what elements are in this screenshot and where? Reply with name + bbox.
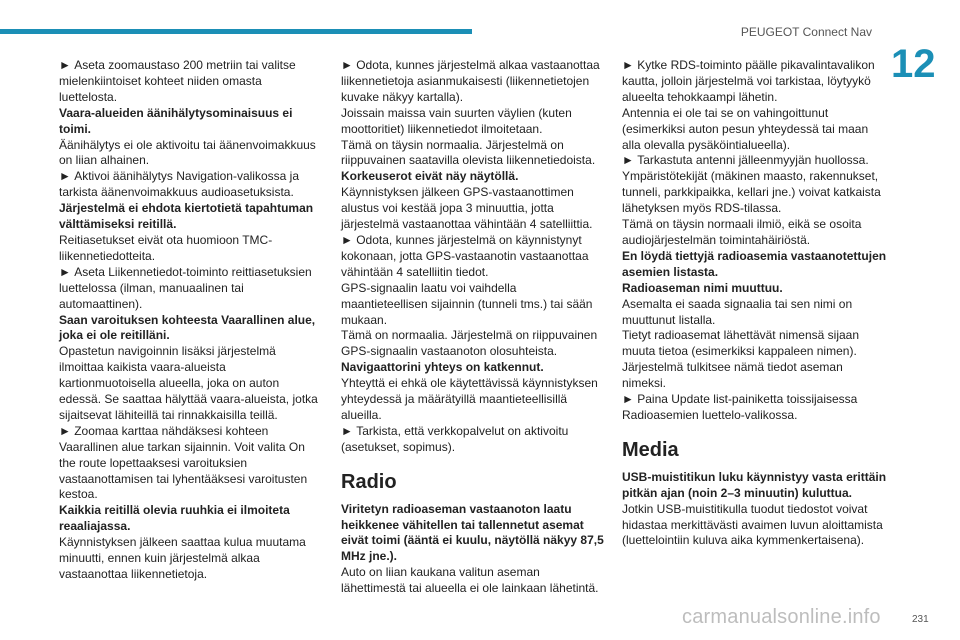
column-1 bbox=[59, 58, 321, 583]
chapter-number: 12 bbox=[891, 42, 936, 86]
body-text: Tämä on täysin normaalia. Järjestelmä on riippuvainen saatavilla olevista liikennetiedoista. bbox=[341, 137, 596, 168]
body-text: Jotkin USB-muistitikulla tuodut tiedostot voivat hidastaa merkittävästi avaimen luvun aloittamista (luettelointiin kuluva aika kymmenkertaisena). bbox=[622, 501, 883, 548]
bold-heading: Saan varoituksen kohteesta Vaarallinen alue, joka ei ole reitilläni. bbox=[59, 312, 316, 343]
instruction-step: ► Aseta Liikennetiedot-toiminto reittiasetuksien luettelossa (ilman, manuaalinen tai automaattinen). bbox=[59, 265, 321, 313]
section-heading: Media bbox=[622, 438, 679, 461]
instruction-step: ► Kytke RDS-toiminto päälle pikavalintavalikon kautta, jolloin järjestelmä voi tarkistaa, löytyykö alueelta tehokkaampi lähetin. bbox=[622, 58, 890, 106]
body-text: Antennia ei ole tai se on vahingoittunut (esimerkiksi auton pesun yhteydessä tai maan alla olevalla pysäköintialueella). bbox=[622, 105, 869, 152]
body-text: Auto on liian kaukana valitun aseman lähettimestä tai alueella ei ole lainkaan lähetintä. bbox=[341, 565, 599, 596]
instruction-step: ► Aktivoi äänihälytys Navigation-valikossa ja tarkista äänenvoimakkuus audioasetuksista. bbox=[59, 169, 321, 201]
bold-heading: Korkeuserot eivät näy näytöllä. bbox=[341, 169, 519, 184]
body-text: GPS-signaalin laatu voi vaihdella maantieteellisen sijainnin (tunneli tms.) tai sään mukaan. bbox=[341, 280, 593, 327]
body-text: Ympäristötekijät (mäkinen maasto, rakennukset, tunneli, parkkipaikka, kellari jne.) voivat katkaista lähetyksen myös RDS-tilassa. bbox=[622, 169, 881, 216]
body-text: Äänihälytys ei ole aktivoitu tai äänenvoimakkuus on liian alhainen. bbox=[59, 137, 316, 168]
body-text: Opastetun navigoinnin lisäksi järjestelmä ilmoittaa kaikista vaara-alueista kartionmuotoisella alueella, joka on auton edessä. Se saattaa hälyttää vaara-alueista, jotka sijaitsevat lähiteillä tai rinnakkaisilla teillä. bbox=[59, 344, 318, 422]
body-text: Yhteyttä ei ehkä ole käytettävissä käynnistyksen yhteydessä ja määrätyillä maantieteellisillä alueilla. bbox=[341, 376, 598, 422]
instruction-step: ► Zoomaa karttaa nähdäksesi kohteen Vaarallinen alue tarkan sijainnin. Voit valita On the route lopettaaksesi varoituksien vastaanottamisen tai lyhentääksesi varoitusten kestoa. bbox=[59, 424, 321, 504]
header-title: PEUGEOT Connect Nav bbox=[740, 25, 872, 39]
bold-heading: Järjestelmä ei ehdota kiertotietä tapahtuman välttämiseksi reitillä. bbox=[59, 201, 314, 232]
page-number: 231 bbox=[912, 614, 929, 625]
column-2 bbox=[341, 58, 606, 597]
bold-heading: USB-muistitikun luku käynnistyy vasta erittäin pitkän ajan (noin 2–3 minuutin) kuluttua. bbox=[622, 469, 887, 500]
body-text: Tietyt radioasemat lähettävät nimensä sijaan muuta tietoa (esimerkiksi kappaleen nimen). Järjestelmä tulkitsee nämä tiedot aseman nimeksi. bbox=[622, 328, 860, 391]
bold-heading: Viritetyn radioaseman vastaanoton laatu heikkenee vähitellen tai tallennetut asemat eivät toimi (ääntä ei kuulu, näytöllä näkyy 87,5 MHz jne.). bbox=[341, 501, 604, 564]
instruction-step: ► Odota, kunnes järjestelmä alkaa vastaanottaa liikennetietoja asianmukaisesti (liikennetietojen kuvake näkyy kartalla). bbox=[341, 58, 606, 106]
header-accent-bar bbox=[0, 29, 472, 34]
body-text: Käynnistyksen jälkeen saattaa kulua muutama minuutti, ennen kuin järjestelmä alkaa vastaanottaa liikennetietoja. bbox=[59, 535, 306, 581]
column-3 bbox=[622, 58, 890, 549]
body-text: Asemalta ei saada signaalia tai sen nimi on muuttunut listalla. bbox=[622, 296, 853, 327]
instruction-step: ► Aseta zoomaustaso 200 metriin tai valitse mielenkiintoiset kohteet niiden omasta luettelosta. bbox=[59, 58, 321, 106]
bold-heading: Vaara-alueiden äänihälytysominaisuus ei toimi. bbox=[59, 105, 293, 136]
instruction-step: ► Tarkista, että verkkopalvelut on aktivoitu (asetukset, sopimus). bbox=[341, 424, 606, 456]
bold-heading: En löydä tiettyjä radioasemia vastaanotettujen asemien listasta. bbox=[622, 248, 887, 279]
instruction-step: ► Odota, kunnes järjestelmä on käynnistynyt kokonaan, jotta GPS-vastaanotin vastaanottaa vähintään 4 satelliitin tiedot. bbox=[341, 233, 606, 281]
bold-heading: Kaikkia reitillä olevia ruuhkia ei ilmoiteta reaaliajassa. bbox=[59, 503, 290, 534]
instruction-step: ► Tarkastuta antenni jälleenmyyjän huollossa. bbox=[622, 153, 890, 169]
body-text: Reitiasetukset eivät ota huomioon TMC-liikennetiedotteita. bbox=[59, 232, 273, 263]
section-heading: Radio bbox=[341, 470, 397, 493]
bold-heading: Navigaattorini yhteys on katkennut. bbox=[341, 360, 544, 375]
watermark: carmanualsonline.info bbox=[682, 606, 881, 628]
body-text: Käynnistyksen jälkeen GPS-vastaanottimen alustus voi kestää jopa 3 minuuttia, jotta järjestelmä vastaanottaa vähintään 4 satelliittia. bbox=[341, 185, 593, 232]
body-text: Tämä on täysin normaali ilmiö, eikä se osoita audiojärjestelmän toimintahäiriöstä. bbox=[622, 217, 862, 247]
bold-heading: Radioaseman nimi muuttuu. bbox=[622, 280, 783, 295]
instruction-step: ► Paina Update list-painiketta toissijaisessa Radioasemien luettelo-valikossa. bbox=[622, 392, 890, 424]
body-text: Joissain maissa vain suurten väylien (kuten moottoritiet) liikennetiedot ilmoitetaan. bbox=[341, 105, 572, 136]
body-text: Tämä on normaalia. Järjestelmä on riippuvainen GPS-signaalin vastaanoton olosuhteista. bbox=[341, 328, 598, 359]
